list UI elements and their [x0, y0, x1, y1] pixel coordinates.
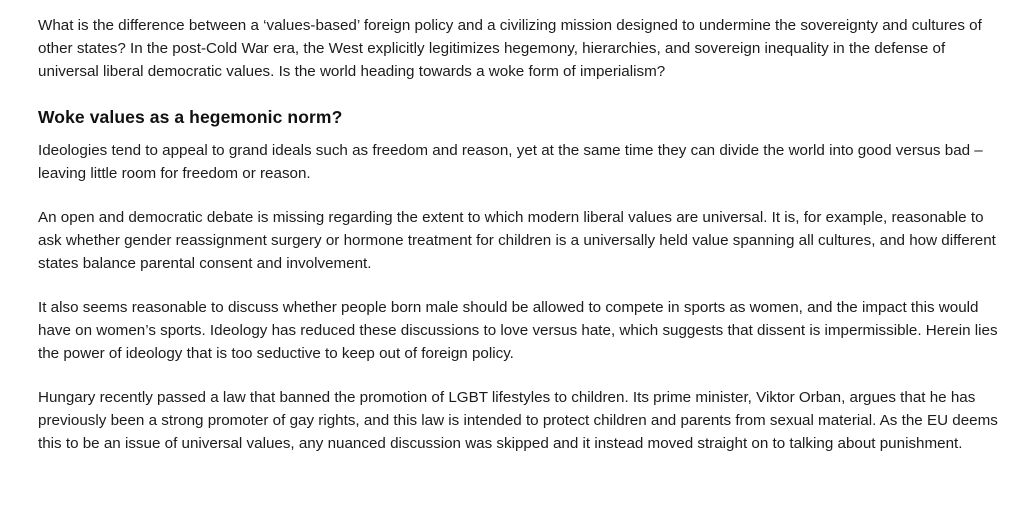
paragraph-1: Ideologies tend to appeal to grand ideals such as freedom and reason, yet at the same time they can divide the world into good versus bad – leaving little room for freedom or reason. [38, 142, 983, 182]
article-body [38, 14, 1002, 455]
paragraph-2: An open and democratic debate is missing regarding the extent to which modern liberal values are universal. It is, for example, reasonable to ask whether gender reassignment surgery or hormone treatment for children is a universally held value spanning all cultures, and how different states balance parental consent and involvement. [38, 209, 996, 272]
paragraph-4: Hungary recently passed a law that banned the promotion of LGBT lifestyles to children. Its prime minister, Viktor Orban, argues that he has previously been a strong promoter of gay rights, and this law is intended to protect children and parents from sexual material. As the EU deems this to be an issue of universal values, any nuanced discussion was skipped and it instead moved straight on to talking about punishment. [38, 389, 998, 452]
paragraph-3: It also seems reasonable to discuss whether people born male should be allowed to compete in sports as women, and the impact this would have on women’s sports. Ideology has reduced these discussions to love versus hate, which suggests that dissent is impermissible. Herein lies the power of ideology that is too seductive to keep out of foreign policy. [38, 299, 998, 362]
section-heading: Woke values as a hegemonic norm? [38, 107, 343, 127]
intro-paragraph: What is the difference between a ‘values-based’ foreign policy and a civilizing mission designed to undermine the sovereignty and cultures of other states? In the post-Cold War era, the West explicitly legitimizes hegemony, hierarchies, and sovereign inequality in the defense of universal liberal democratic values. Is the world heading towards a woke form of imperialism? [38, 17, 982, 80]
